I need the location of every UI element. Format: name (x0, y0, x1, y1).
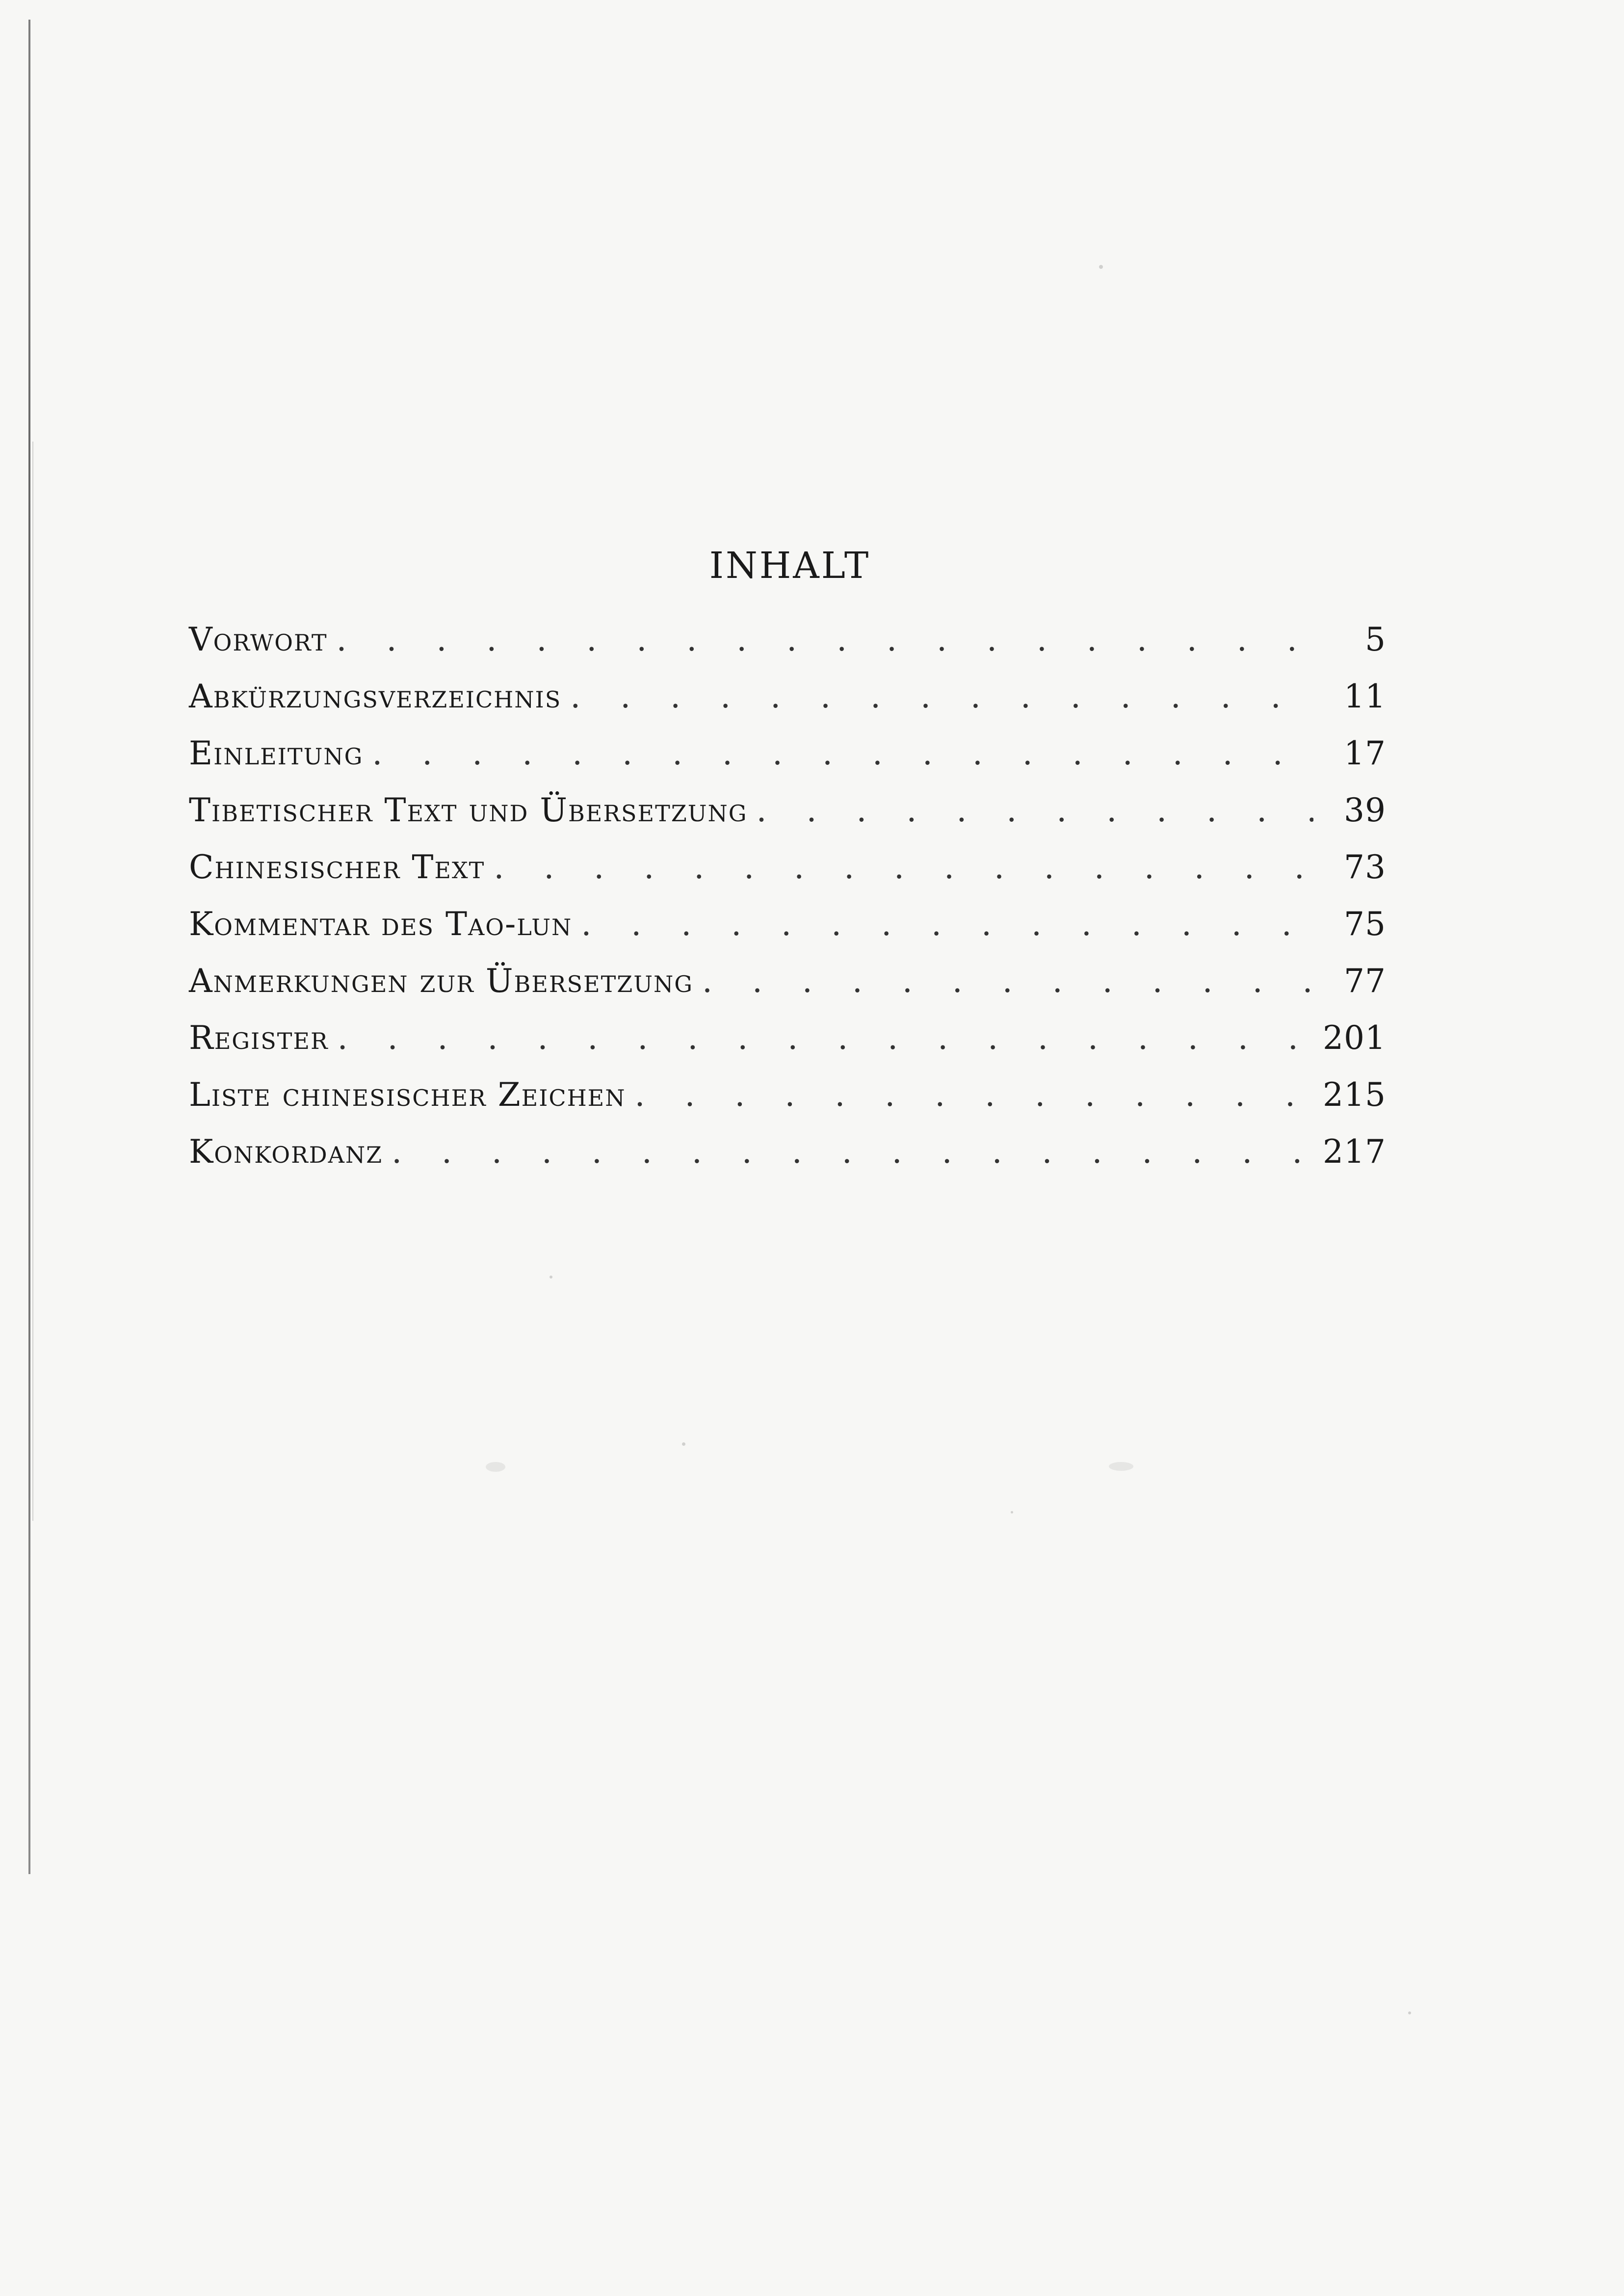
toc-dot-leader (702, 962, 1313, 1000)
toc-entry-label: Register (189, 1019, 329, 1057)
scan-speck (550, 1276, 552, 1278)
toc-entry (189, 791, 1386, 848)
toc-entry-page: 39 (1344, 791, 1386, 829)
scan-speck (1099, 265, 1103, 269)
toc-entry-label: Abkürzungsverzeichnis (189, 678, 562, 715)
toc-entry-label: Tibetischer Text und Übersetzung (189, 791, 748, 829)
toc-entry-page: 217 (1323, 1133, 1386, 1171)
toc-entry (189, 734, 1386, 791)
toc-entry-label: Liste chinesischer Zeichen (189, 1076, 626, 1114)
toc-dot-leader (635, 1076, 1313, 1114)
toc-dot-leader (581, 905, 1313, 943)
toc-entry-page: 215 (1323, 1076, 1386, 1114)
toc-entry-page: 5 (1365, 621, 1386, 658)
scan-smudge (486, 1462, 505, 1472)
toc-dot-leader (494, 848, 1313, 886)
toc-list (189, 621, 1386, 1190)
toc-entry-label: Chinesischer Text (189, 848, 485, 886)
toc-entry (189, 678, 1386, 734)
toc-entry (189, 621, 1386, 678)
toc-entry-page: 17 (1344, 734, 1386, 772)
toc-entry-label: Einleitung (189, 734, 364, 772)
toc-entry-page: 11 (1344, 678, 1386, 715)
binding-edge (28, 20, 30, 1874)
toc-entry (189, 962, 1386, 1019)
toc-dot-leader (570, 678, 1313, 715)
toc-entry-label: Konkordanz (189, 1133, 383, 1171)
toc-dot-leader (392, 1133, 1313, 1171)
toc-dot-leader (372, 734, 1313, 772)
toc-entry-page: 201 (1323, 1019, 1386, 1057)
toc-dot-leader (337, 621, 1314, 658)
scan-smudge (1109, 1462, 1133, 1471)
binding-edge-shadow (32, 442, 33, 1521)
toc-entry (189, 1133, 1386, 1190)
scan-speck (1011, 1511, 1013, 1513)
toc-entry (189, 905, 1386, 962)
toc-entry-label: Kommentar des Tao-lun (189, 905, 573, 943)
toc-dot-leader (756, 791, 1313, 829)
toc-title: INHALT (709, 544, 871, 587)
scan-speck (1408, 2011, 1411, 2014)
toc-entry (189, 848, 1386, 905)
toc-entry (189, 1076, 1386, 1133)
toc-entry-page: 73 (1344, 848, 1386, 886)
toc-entry-page: 75 (1344, 905, 1386, 943)
toc-dot-leader (338, 1019, 1313, 1057)
scan-speck (682, 1442, 685, 1446)
toc-entry-page: 77 (1344, 962, 1386, 1000)
toc-entry (189, 1019, 1386, 1076)
toc-entry-label: Anmerkungen zur Übersetzung (189, 962, 694, 1000)
toc-entry-label: Vorwort (189, 621, 328, 658)
